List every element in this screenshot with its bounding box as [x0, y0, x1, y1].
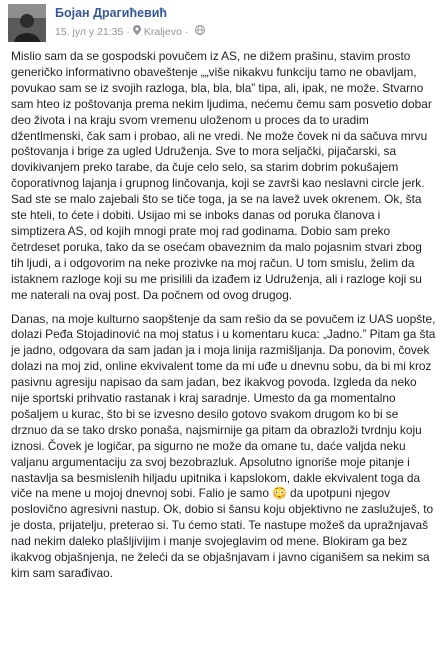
globe-icon[interactable]	[195, 25, 205, 38]
post-header	[0, 0, 445, 44]
post-body	[11, 49, 436, 582]
meta-separator: ·	[126, 25, 130, 38]
post-paragraph: Mislio sam da se gospodski povučem iz AS, ne dižem prašinu, stavim prosto generičko informativno obaveštenje „„više nikakvu funkciju tamo ne obavljam, povukao sam se iz svojih razloga, bla, bla, bla” tipa, ali, ipak, ne može. Stvarno sam hteo iz poštovanja prema nekim ljudima, nećemu čemu sam posvetio dobar deo života i na kraju svom vremenu uloženom u proces da to uradim džentlmenski, čak sam i probao, ali ne vredi. Ne može čovek ni da sačuva mrvu poštovanja i brige za ugled Udruženja. Sve to mora seljački, pijačarski, sa dovikivanjem preko tarabe, da čuje celo selo, sa starim dobrim pokušajem čoporativnog lajanja i grupnog linčovanja, koji se završi kao neslavni circle jerk. Sad ste se malo zajebali što se tiče toga, ja se na lavež uvek okrenem. Ok, šta ste hteli, to ćete i dobiti. Usijao mi se inboks danas od poruka članova i simptizera AS, od kojih mnogi prate moj rad godinama. Dobio sam preko četrdeset poruka, tako da se osećam obaveznim da malo pojasnim stvari zbog tih ljudi, a i odgovorim na neke prozivke na moj račun. U tom smislu, želim da istaknem razloge koji su me prisilili da izađem iz Udruženja, ali i razloge koji su me naterali na ovaj post. Da počnem od ovog drugog.	[11, 49, 432, 302]
author-name[interactable]: Бојан Драгићевић	[55, 6, 168, 20]
post-location[interactable]: Kraljevo	[143, 25, 182, 38]
post-date[interactable]: 15. јул у 21:35	[55, 25, 124, 38]
location-pin-icon	[133, 25, 141, 38]
author-avatar[interactable]	[8, 4, 46, 42]
meta-separator: ·	[184, 25, 189, 38]
post-meta	[55, 25, 205, 38]
post-paragraph: Danas, na moje kulturno saopštenje da sam rešio da se povučem iz UAS uopšte, dolazi Peđa Stojadinović na moj status i u komentaru kuca: „Jadno.” Pitam ga šta je jadno, odgovara da sam jadan ja i moja linija razmišljanja. Da ponovim, čovek dolazi na moj zid, online ekvivalent tome da mi uđe u dnevnu sobu, da bi mi kroz pasivnu agresiju napisao da sam jadan, bez ikakvog povoda. Izgleda da neko nije sportski prihvatio rastanak i kraj saradnje. Umesto da ga momentalno pošaljem u kurac, što bi se izvesno desilo gotovo svakom drugom ko bi se drznuo da se tako drsko ponaša, najsmirnije ga pitam da obrazloži tvrdnju koju iznosi. Čovek je logičar, pa sigurno ne može da omane tu, daće valjda neku valjanu argumentaciju za svoj bezobrazluk. Apsolutno ignoriše moje pitanje i nastavlja sa besmislenih hiljadu upitnika i kapslokom, dakle ekvivalent toga da viče na mene u mojoj dnevnoj sobi. Falio je samo 😳 da upotpuni njegov poslovično agresivni nastup. Ok, dobio si šansu koju objektivno ne zaslužuješ, to je dosta, prijatelju, preterao si. Tu ćemo stati. Te nastupe možeš da upražnjavaš nad nekim daleko plašljivijim i manje svojeglavim od mene. Blokiram ga bez ikakvog objašnjenja, ne želeći da se objašnjavam i javno ciganišem sa nekim sa kim sam sarađivao.	[11, 311, 436, 580]
